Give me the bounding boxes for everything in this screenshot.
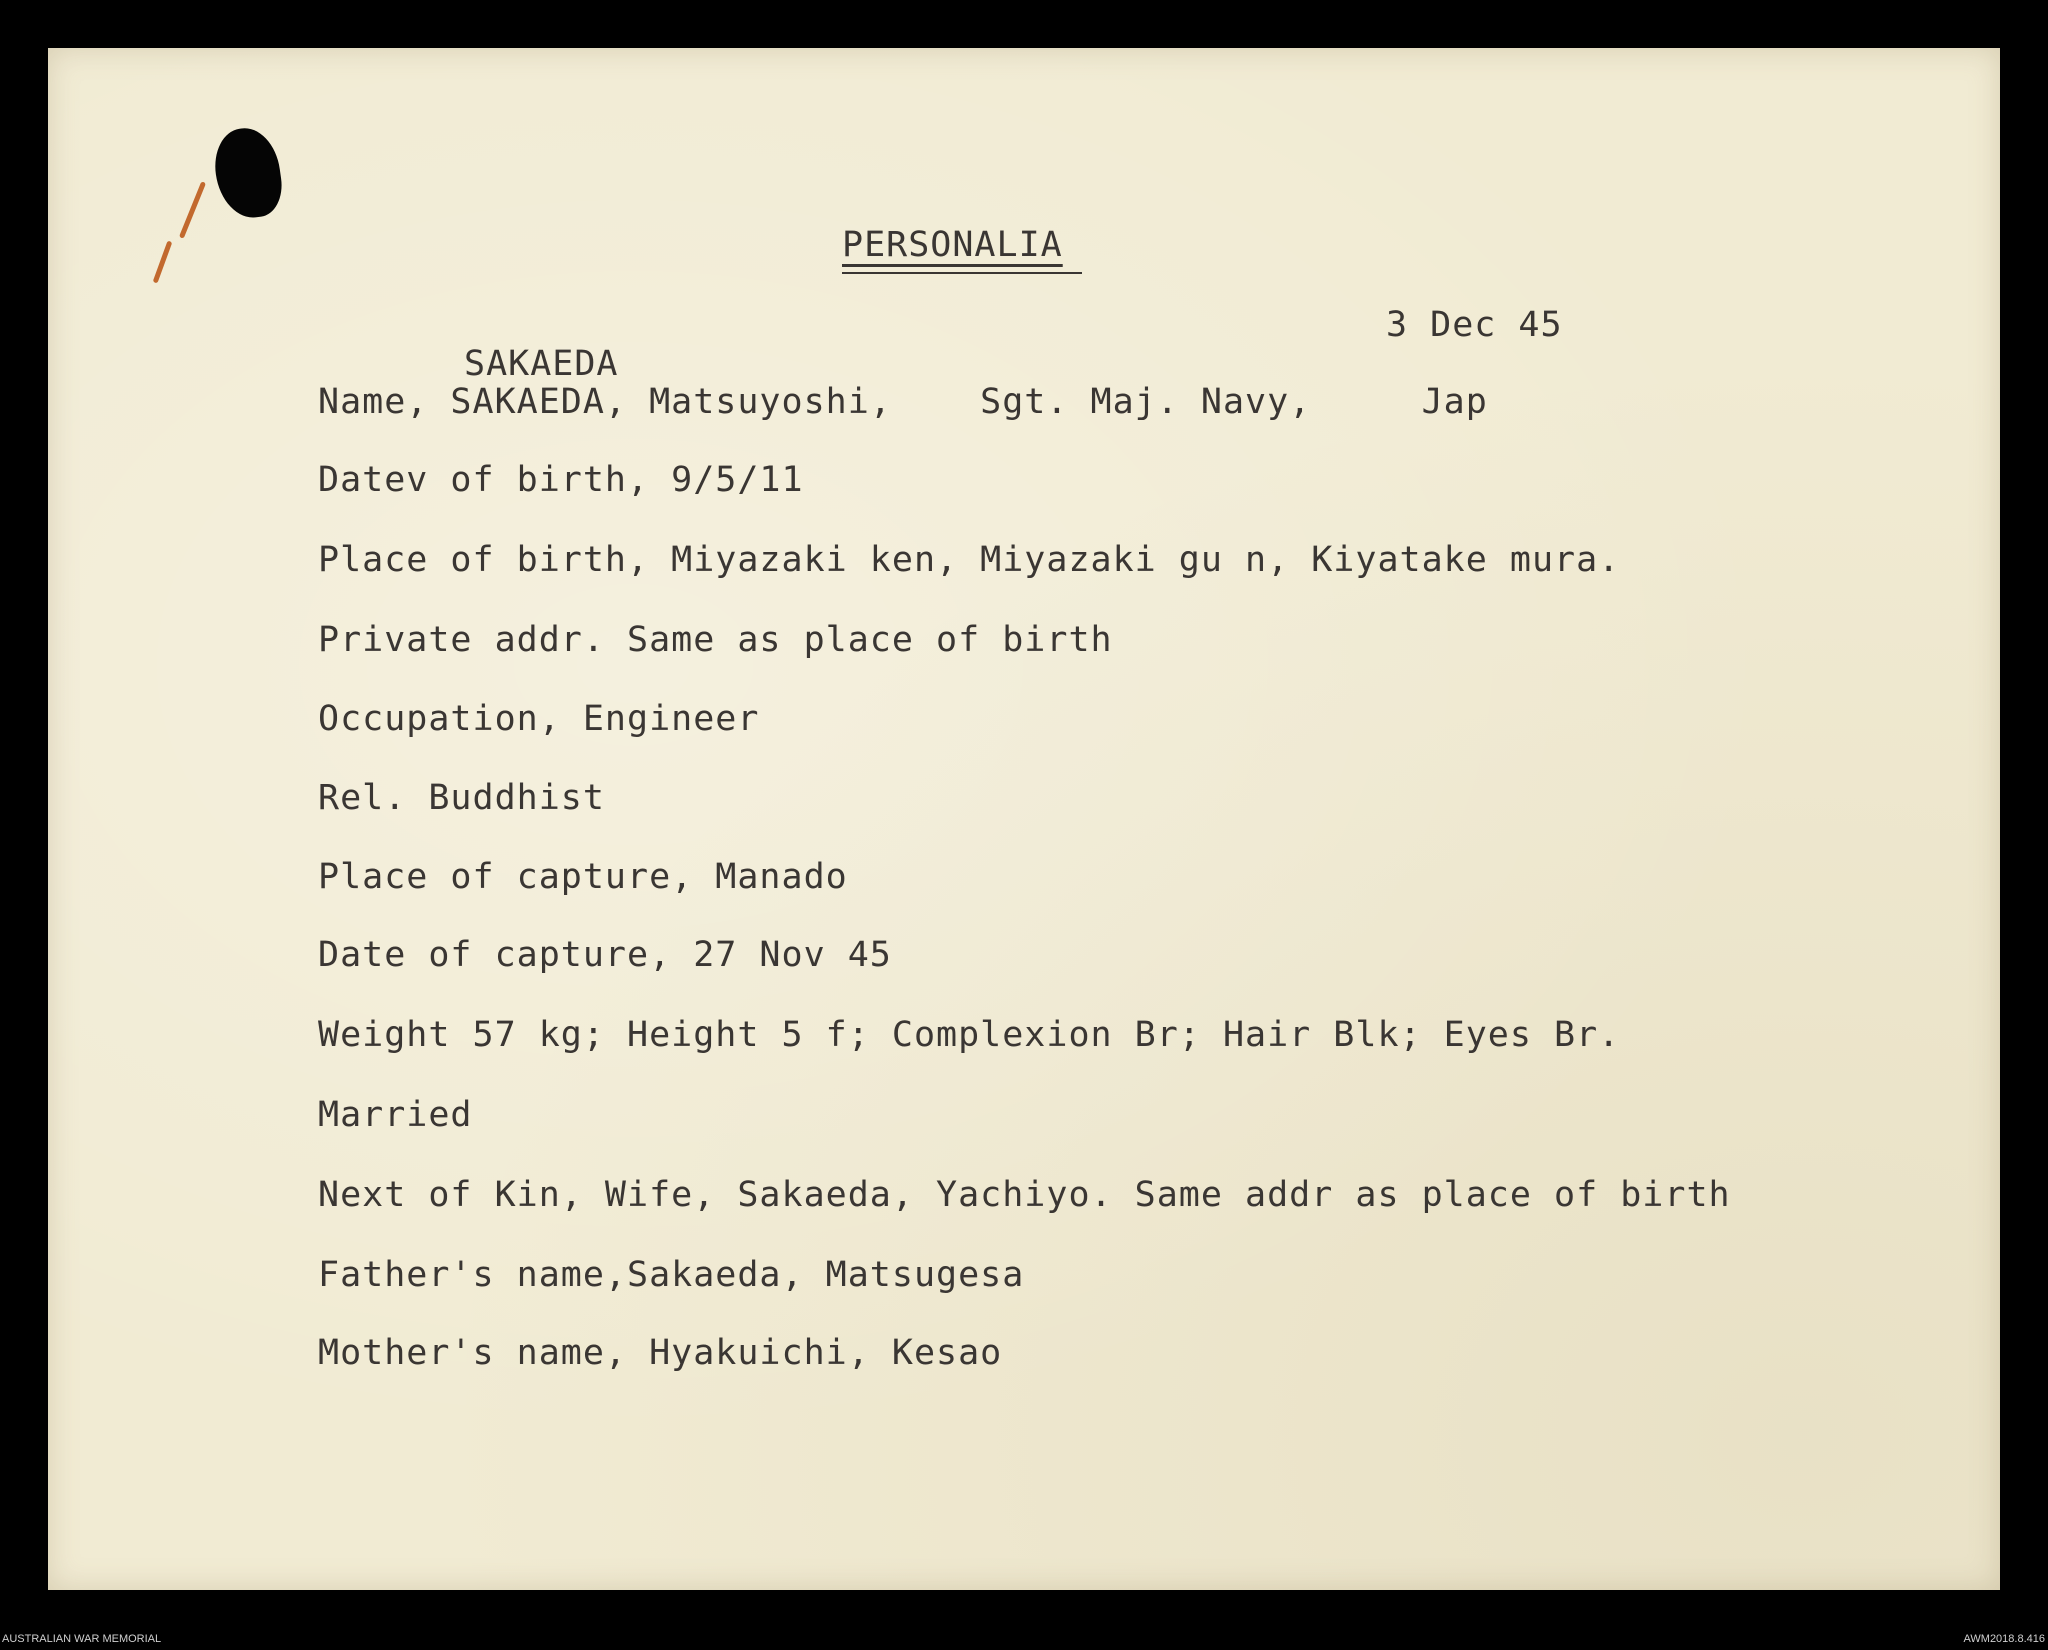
field-place-of-capture: Place of capture, Manado (318, 857, 848, 897)
archive-credit: AUSTRALIAN WAR MEMORIAL (2, 1633, 162, 1645)
field-fathers-name: Father's name,Sakaeda, Matsugesa (318, 1255, 1025, 1295)
title-underline (842, 272, 1082, 274)
field-occupation: Occupation, Engineer (318, 699, 760, 739)
field-name: Name, SAKAEDA, Matsuyoshi, Sgt. Maj. Navy, Jap (318, 382, 1488, 422)
name-correction: SAKAEDA (464, 344, 619, 384)
field-marital-status: Married (318, 1095, 473, 1135)
archive-reference: AWM2018.8.416 (1963, 1633, 2045, 1645)
field-place-of-birth: Place of birth, Miyazaki ken, Miyazaki gu n, Kiyatake mura. (318, 540, 1621, 580)
document-date: 3 Dec 45 (1386, 305, 1563, 345)
document-title: PERSONALIA (842, 225, 1063, 265)
field-mothers-name: Mother's name, Hyakuichi, Kesao (318, 1333, 1003, 1373)
field-next-of-kin: Next of Kin, Wife, Sakaeda, Yachiyo. Same addr as place of birth (318, 1175, 1731, 1215)
field-private-address: Private addr. Same as place of birth (318, 620, 1113, 660)
field-date-of-birth: Datev of birth, 9/5/11 (318, 460, 804, 500)
field-physical-description: Weight 57 kg; Height 5 f; Complexion Br; Hair Blk; Eyes Br. (318, 1015, 1621, 1055)
field-religion: Rel. Buddhist (318, 778, 605, 818)
field-date-of-capture: Date of capture, 27 Nov 45 (318, 935, 892, 975)
